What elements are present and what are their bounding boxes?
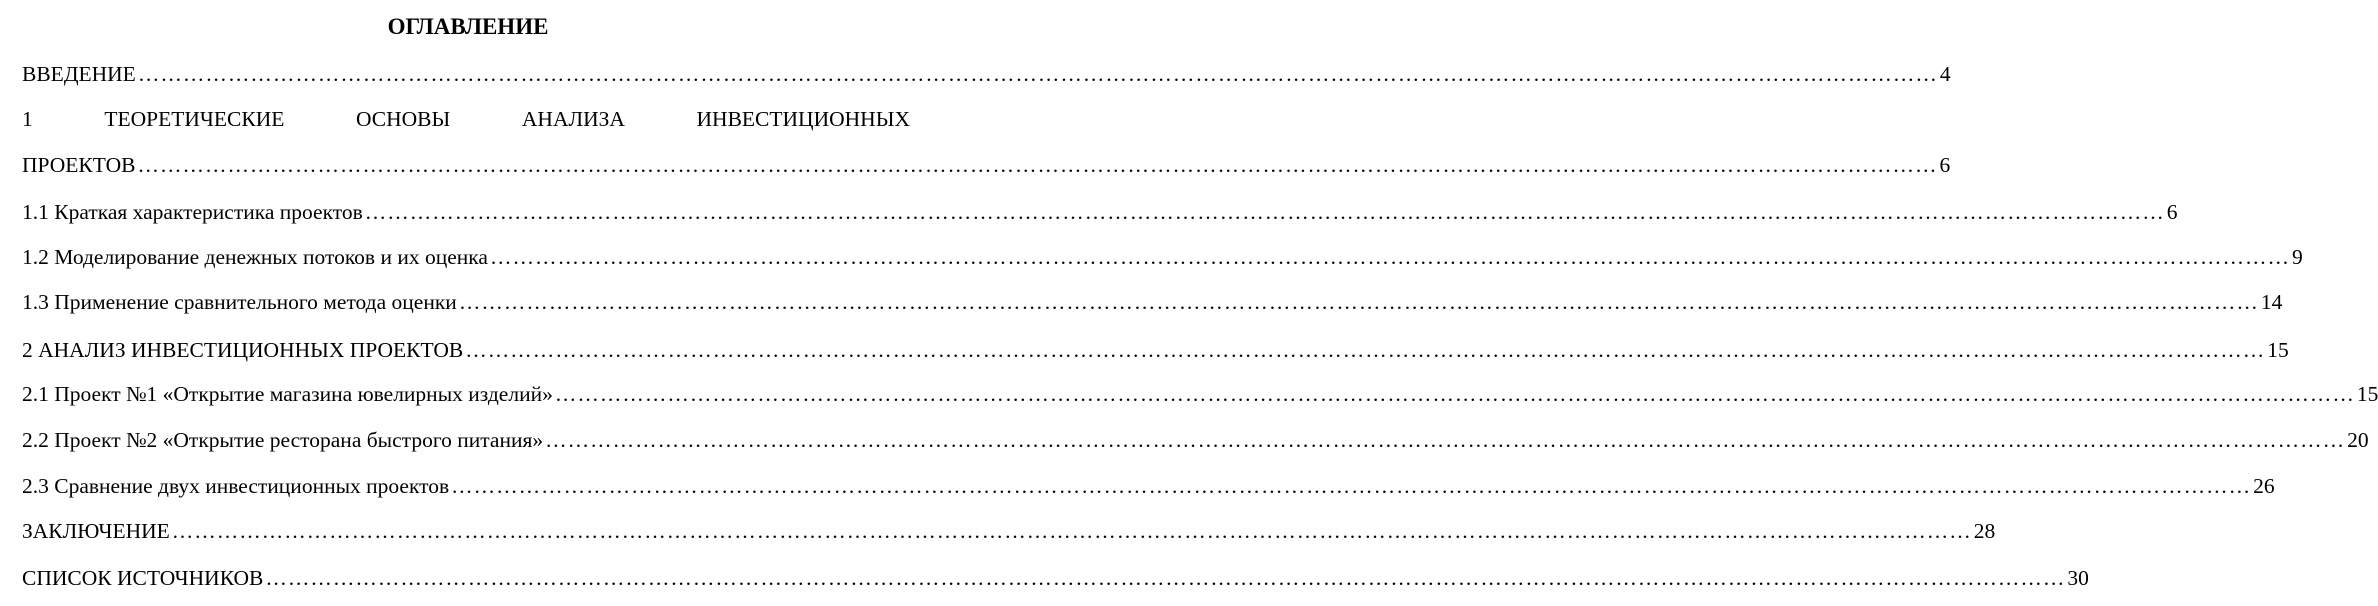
heading-word: ИНВЕСТИЦИОННЫХ: [696, 107, 910, 131]
leader-dots: ……………………………………………………………………………………………………………………………………………………………………………………………………………………: [171, 519, 1972, 543]
toc-entry-chapter-1[interactable]: [22, 151, 1951, 179]
leader-dots: ……………………………………………………………………………………………………………………………………………………………………………………………………………………: [137, 153, 1938, 177]
entry-label: ВВЕДЕНИЕ: [22, 62, 136, 86]
page-number: 4: [1939, 62, 1951, 86]
leader-dots: ……………………………………………………………………………………………………………………………………………………………………………………………………………………: [458, 290, 2259, 314]
toc-entry-conclusion[interactable]: [22, 517, 1996, 545]
entry-label: СПИСОК ИСТОЧНИКОВ: [22, 566, 264, 590]
page-number: 15: [2356, 382, 2378, 406]
heading-word: ТЕОРЕТИЧЕСКИЕ: [104, 107, 285, 131]
entry-label: 2.1 Проект №1 «Открытие магазина ювелирных изделий»: [22, 382, 553, 406]
entry-label: 2.3 Сравнение двух инвестиционных проектов: [22, 474, 450, 498]
leader-dots: ……………………………………………………………………………………………………………………………………………………………………………………………………………………: [489, 245, 2290, 269]
entry-label: 2.2 Проект №2 «Открытие ресторана быстрого питания»: [22, 428, 544, 452]
toc-entry-introduction[interactable]: [22, 60, 1951, 88]
page-number: 26: [2253, 474, 2275, 498]
leader-dots: ……………………………………………………………………………………………………………………………………………………………………………………………………………………: [465, 338, 2266, 362]
leader-dots: ……………………………………………………………………………………………………………………………………………………………………………………………………………………: [364, 200, 2165, 224]
heading-word: 1: [22, 107, 33, 131]
heading-word: АНАЛИЗА: [521, 107, 625, 131]
page-number: 14: [2260, 290, 2283, 314]
toc-entry-1-3[interactable]: [22, 288, 2283, 316]
toc-entry-references[interactable]: [22, 564, 2089, 592]
leader-dots: ……………………………………………………………………………………………………………………………………………………………………………………………………………………: [137, 62, 1938, 86]
entry-label: 2 АНАЛИЗ ИНВЕСТИЦИОННЫХ ПРОЕКТОВ: [22, 338, 464, 362]
leader-dots: ……………………………………………………………………………………………………………………………………………………………………………………………………………………: [554, 382, 2355, 406]
toc-entry-chapter-1-first-line[interactable]: [22, 105, 910, 133]
toc-entry-2-1[interactable]: [22, 380, 2378, 408]
entry-label: 1.1 Краткая характеристика проектов: [22, 200, 363, 224]
page-number: 30: [2067, 566, 2089, 590]
leader-dots: ……………………………………………………………………………………………………………………………………………………………………………………………………………………: [545, 428, 2346, 452]
page-number: 20: [2347, 428, 2369, 452]
page-number: 15: [2267, 338, 2289, 362]
page-number: 6: [1939, 153, 1951, 177]
page-number: 28: [1973, 519, 1996, 543]
entry-label: 1.2 Моделирование денежных потоков и их оценка: [22, 245, 488, 269]
page-number: 9: [2291, 245, 2303, 269]
toc-entry-chapter-2[interactable]: [22, 336, 2289, 364]
entry-label: 1.3 Применение сравнительного метода оценки: [22, 290, 457, 314]
toc-entry-2-2[interactable]: [22, 426, 2369, 454]
toc-entry-1-1[interactable]: [22, 198, 2178, 226]
toc-title: ОГЛАВЛЕНИЕ: [387, 14, 549, 39]
leader-dots: ……………………………………………………………………………………………………………………………………………………………………………………………………………………: [265, 566, 2066, 590]
leader-dots: ……………………………………………………………………………………………………………………………………………………………………………………………………………………: [451, 474, 2252, 498]
page-number: 6: [2166, 200, 2178, 224]
entry-label: ПРОЕКТОВ: [22, 153, 136, 177]
toc-entry-1-2[interactable]: [22, 243, 2303, 271]
entry-label: ЗАКЛЮЧЕНИЕ: [22, 519, 170, 543]
heading-word: ОСНОВЫ: [356, 107, 451, 131]
toc-entry-2-3[interactable]: [22, 472, 2275, 500]
